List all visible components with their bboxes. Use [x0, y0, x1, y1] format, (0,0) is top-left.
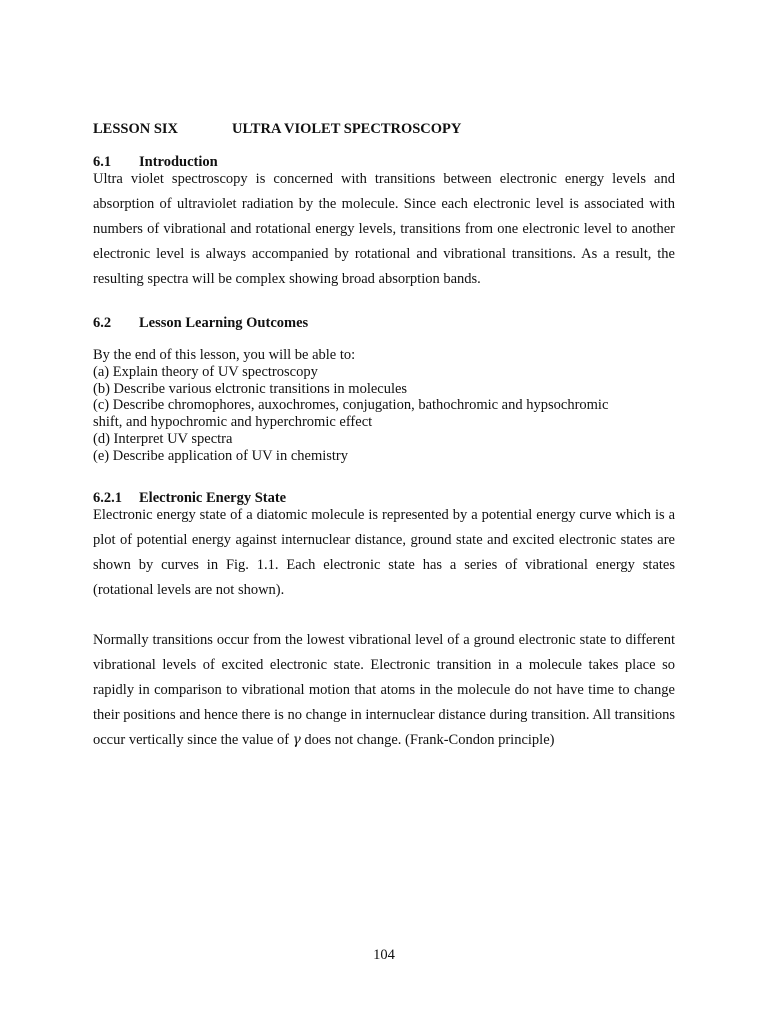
section-number: 6.2.1 [93, 490, 122, 506]
list-item: shift, and hypochromic and hyperchromic effect [93, 414, 373, 431]
page-number: 104 [373, 947, 395, 963]
outcomes-intro: By the end of this lesson, you will be able to: [93, 347, 356, 363]
lesson-label: LESSON SIX [93, 121, 179, 137]
list-item: (a) Explain theory of UV spectroscopy [93, 363, 318, 380]
transition-paragraph [93, 628, 675, 753]
energy-state-paragraph: Electronic energy state of a diatomic molecule is represented by a potential energy curve which is a plot of potential energy against internuclear distance, ground state and excited electronic states are shown by curves in Fig. 1.1. Each electronic state has a series of vibrational energy states (rotational levels are not shown). [93, 507, 675, 598]
introduction-paragraph: Ultra violet spectroscopy is concerned with transitions between electronic energy levels and absorption of ultraviolet radiation by the molecule. Since each electronic level is associated with numbers of vibrational and rotational energy levels, transitions from one electronic level to another electronic level is always accompanied by rotational and vibrational transitions. As a result, the resulting spectra will be complex showing broad absorption bands. [93, 171, 675, 287]
section-title: Lesson Learning Outcomes [139, 315, 309, 331]
outcomes-list [93, 347, 675, 465]
transition-text-after: does not change. (Frank-Condon principle) [300, 732, 555, 748]
list-item: (c) Describe chromophores, auxochromes, conjugation, bathochromic and hypsochromic [93, 397, 609, 414]
section-title: Electronic Energy State [139, 490, 287, 506]
list-item: (e) Describe application of UV in chemistry [93, 447, 349, 464]
document-page [93, 0, 675, 1024]
list-item: (d) Interpret UV spectra [93, 430, 233, 447]
section-6-2-heading [93, 315, 675, 332]
lesson-title: ULTRA VIOLET SPECTROSCOPY [232, 121, 462, 137]
section-number: 6.1 [93, 154, 112, 170]
transition-text-before: Normally transitions occur from the lowest vibrational level of a ground electronic state to different vibrational levels of excited electronic state. Electronic transition in a molecule takes place so rapidly in comparison to vibrational motion that atoms in the molecule do not have time to change their positions and hence there is no change in internuclear distance during transition. All transitions occur vertically since the value of [93, 632, 675, 748]
gamma-symbol: γ [292, 732, 301, 748]
section-number: 6.2 [93, 315, 112, 331]
list-item: (b) Describe various elctronic transitions in molecules [93, 380, 408, 397]
section-title: Introduction [139, 154, 218, 170]
lesson-heading [93, 121, 675, 138]
